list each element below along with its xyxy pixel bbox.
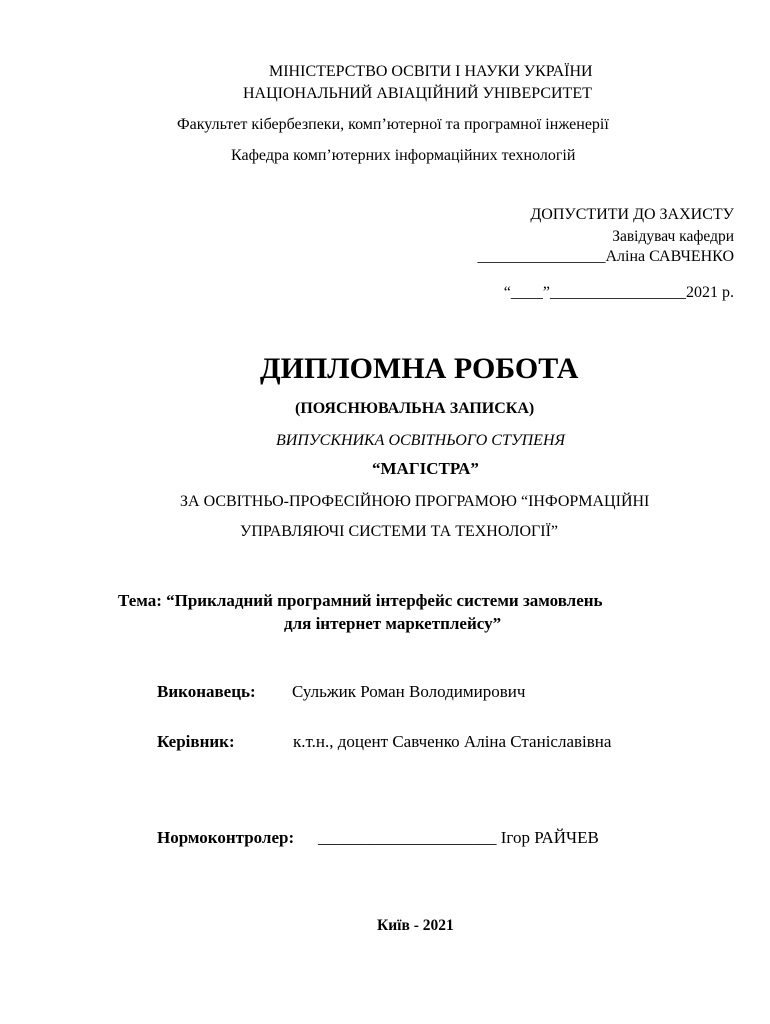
department-head-role: Завідувач кафедри	[612, 228, 734, 245]
approval-date-line: “____”_________________2021 р.	[503, 284, 734, 301]
supervisor-name: к.т.н., доцент Савченко Аліна Станіславівна	[293, 732, 612, 751]
normcontroller-label: Нормоконтролер:	[157, 828, 295, 847]
document-subtitle: (ПОЯСНЮВАЛЬНА ЗАПИСКА)	[295, 400, 535, 417]
program-line-2: УПРАВЛЯЮЧІ СИСТЕМИ ТА ТЕХНОЛОГІЇ”	[240, 523, 559, 540]
thesis-topic-line-1: Тема: “Прикладний програмний інтерфейс системи замовлень	[118, 591, 603, 610]
graduate-degree-caption: ВИПУСКНИКА ОСВІТНЬОГО СТУПЕНЯ	[276, 432, 566, 449]
degree-name: “МАГІСТРА”	[372, 459, 479, 478]
supervisor-label: Керівник:	[157, 732, 235, 751]
ministry-name: МІНІСТЕРСТВО ОСВІТИ І НАУКИ УКРАЇНИ	[269, 63, 593, 80]
university-name: НАЦІОНАЛЬНИЙ АВІАЦІЙНИЙ УНІВЕРСИТЕТ	[243, 85, 592, 102]
faculty-name: Факультет кібербезпеки, комп’ютерної та програмної інженерії	[177, 116, 609, 133]
executor-label: Виконавець:	[157, 682, 256, 701]
admit-to-defense: ДОПУСТИТИ ДО ЗАХИСТУ	[530, 206, 734, 223]
program-line-1: ЗА ОСВІТНЬО-ПРОФЕСІЙНОЮ ПРОГРАМОЮ “ІНФОРМАЦІЙНІ	[180, 493, 650, 510]
normcontroller-signature: _____________________ Ігор РАЙЧЕВ	[318, 828, 599, 847]
department-name: Кафедра комп’ютерних інформаційних технологій	[231, 147, 576, 164]
document-title: ДИПЛОМНА РОБОТА	[260, 352, 579, 385]
department-head-signature: ________________Аліна САВЧЕНКО	[477, 248, 734, 265]
thesis-topic-line-2: для інтернет маркетплейсу”	[284, 614, 502, 633]
executor-name: Сульжик Роман Володимирович	[292, 682, 526, 701]
city-year: Київ - 2021	[377, 917, 454, 934]
